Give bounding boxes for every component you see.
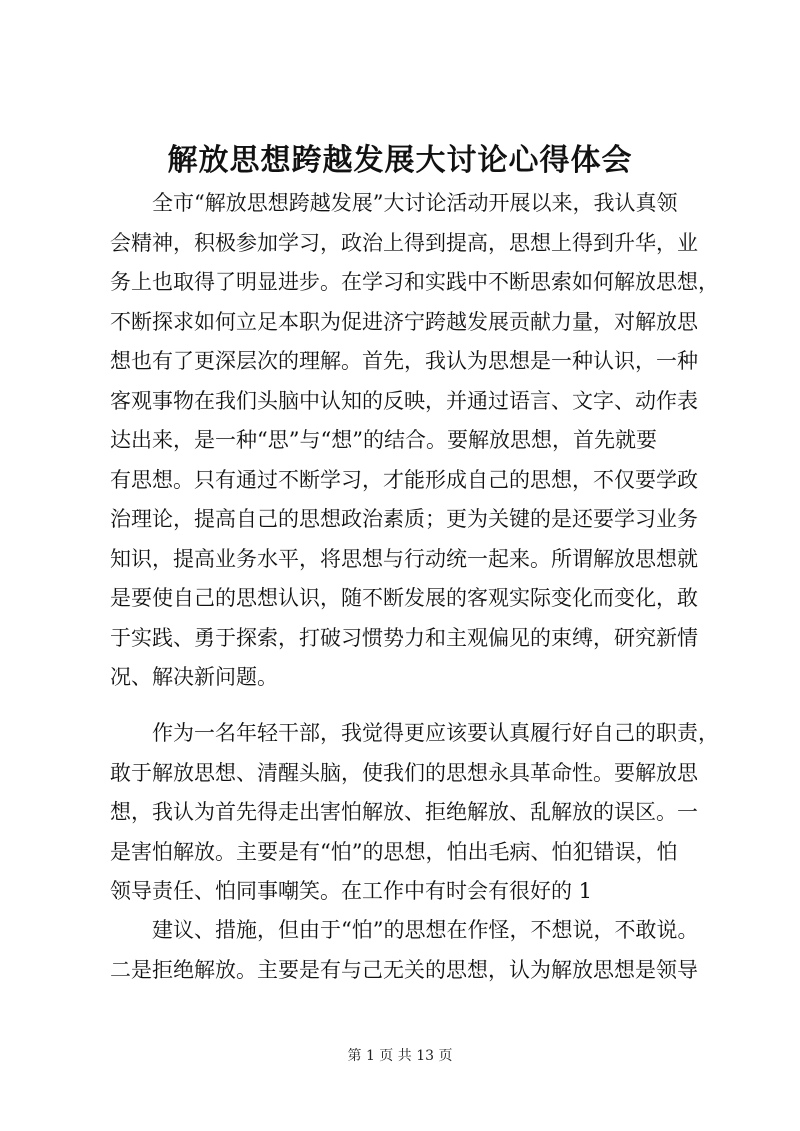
paragraph-2 — [110, 714, 719, 912]
text-line: 想，我认为首先得走出害怕解放、拒绝解放、乱解放的误区。一 — [110, 800, 698, 824]
text-line: 不断探求如何立足本职为促进济宁跨越发展贡献力量，对解放思 — [110, 309, 698, 334]
text-line: 有思想。只有通过不断学习，才能形成自己的思想，不仅要学政 — [110, 467, 698, 492]
document-title: 解放思想跨越发展大讨论心得体会 — [167, 143, 633, 178]
text-line: 敢于解放思想、清醒头脑，使我们的思想永具革命性。要解放思 — [110, 760, 698, 785]
text-line: 领导责任、怕同事嘲笑。在工作中有时会有很好的 1 — [110, 879, 593, 903]
text-line: 是要使自己的思想认识，随不断发展的客观实际变化而变化，敢 — [110, 586, 698, 610]
text-line: 治理论，提高自己的思想政治素质；更为关键的是还要学习业务 — [110, 507, 698, 531]
text-line: 会精神，积极参加学习，政治上得到提高，思想上得到升华，业 — [110, 230, 698, 255]
paragraph-3 — [110, 911, 710, 990]
text-line: 想也有了更深层次的理解。首先，我认为思想是一种认识，一种 — [110, 349, 698, 373]
text-line: 客观事物在我们头脑中认知的反映，并通过语言、文字、动作表 — [110, 388, 698, 413]
text-line: 是害怕解放。主要是有“怕”的思想，怕出毛病、怕犯错误，怕 — [110, 839, 678, 864]
text-line: 建议、措施，但由于“怕”的思想在作怪，不想说，不敢说。 — [110, 918, 699, 942]
text-line: 达出来，是一种“思”与“想”的结合。要解放思想，首先就要 — [110, 428, 657, 452]
text-line: 务上也取得了明显进步。在学习和实践中不断思索如何解放思想， — [110, 270, 719, 294]
text-line: 况、解决新问题。 — [110, 665, 278, 689]
paragraph-1 — [110, 184, 719, 698]
text-line: 全市“解放思想跨越发展”大讨论活动开展以来，我认真领 — [110, 191, 678, 215]
text-line: 作为一名年轻干部，我觉得更应该要认真履行好自己的职责， — [110, 721, 719, 745]
page-footer: 第 1 页 共 13 页 — [347, 1048, 453, 1064]
text-line: 于实践、勇于探索，打破习惯势力和主观偏见的束缚，研究新情 — [110, 625, 698, 650]
text-line: 知识，提高业务水平，将思想与行动统一起来。所谓解放思想就 — [110, 546, 698, 571]
text-line: 二是拒绝解放。主要是有与己无关的思想，认为解放思想是领导 — [110, 957, 698, 982]
